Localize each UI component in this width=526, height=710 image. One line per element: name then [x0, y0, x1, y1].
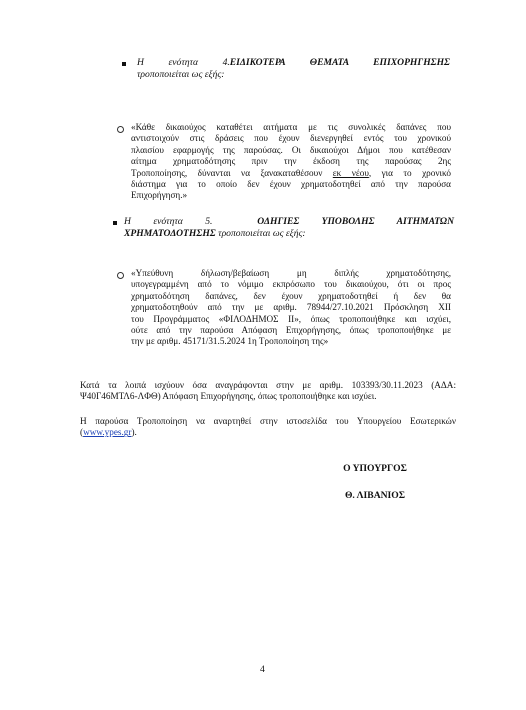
section-4-label: Η ενότητα 4. [137, 57, 230, 68]
section-5-label: Η ενότητα 5. [124, 216, 213, 227]
quote-1-line-1: «Κάθε δικαιούχος καταθέτει αιτήματα με τις συνολικές δαπάνες που [131, 122, 451, 132]
quote-1-line-5 [131, 168, 451, 179]
publish-line-1: Η παρούσα Τροποποίηση να αναρτηθεί στην ιστοσελίδα του Υπουργείου Εσωτερικών [80, 416, 456, 426]
section-5-modified [124, 228, 454, 240]
quote-2-line-4: χρηματοδοτηθούν από την με αριθμ. 78944/27.10.2021 Πρόσκληση XII [131, 302, 451, 313]
quote-2-line-3: χρηματοδότηση δαπάνες, δεν έχουν χρηματοδοτηθεί ή δεν θα [131, 290, 451, 301]
section-5-heading [124, 216, 454, 239]
underlined-text: εκ νέου [332, 167, 369, 178]
quote-2-line-1: «Υπεύθυνη δήλωση/βεβαίωση μη διπλής χρηματοδότησης, [131, 268, 451, 278]
circle-bullet-icon [117, 126, 124, 133]
quote-2-line-7: την με αριθμ. 45171/31.5.2024 1η Τροποποίηση της» [131, 336, 329, 347]
bullet-square-icon [113, 221, 117, 225]
signature-title: Ο ΥΠΟΥΡΓΟΣ [343, 463, 407, 474]
page-number: 4 [260, 664, 265, 675]
quote-1-line-2: αντιστοιχούν στις δράσεις που έχουν διενεργηθεί εντός του χρονικού [131, 133, 451, 144]
closing-line-2: Ψ40Γ46ΜΤΛ6-ΛΦΘ) Απόφαση Επιχορήγησης, όπως τροποποιήθηκε και ισχύει. [80, 391, 377, 402]
signature-name: Θ. ΛΙΒΑΝΙΟΣ [344, 490, 406, 501]
circle-bullet-icon [117, 272, 124, 279]
quote-1-line-7: Επιχορήγηση.» [131, 190, 188, 201]
quote-2-line-6: ούτε από την παρούσα Απόφαση Επιχορήγησης, όπως τροποποιήθηκε με [131, 325, 451, 336]
quote-1-line-6: διάστημα για το οποίο δεν έχουν χρηματοδοτηθεί από την παρούσα [131, 179, 451, 190]
quote-2-line-2: υπογεγραμμένη από το νόμιμο εκπρόσωπο του δικαιούχου, ότι οι προς [131, 279, 451, 290]
section-5-title: ΟΔΗΓΙΕΣ ΥΠΟΒΟΛΗΣ ΑΙΤΗΜΑΤΩΝ [257, 216, 454, 227]
closing-paragraph [80, 380, 456, 403]
quote-1-line-3: πλαισίου εφαρμογής της παρούσας. Οι δικαιούχοι Δήμοι που κατέθεσαν [131, 144, 451, 155]
closing-line-1: Κατά τα λοιπά ισχύουν όσα αναγράφονται στην με αριθμ. 103393/30.11.2023 (ΑΔΑ: [80, 380, 456, 390]
quote-2-line-5: του Προγράμματος «ΦΙΛΟΔΗΜΟΣ ΙΙ», όπως τροποποιήθηκε και ισχύει, [131, 313, 451, 324]
bullet-square-icon [122, 62, 126, 66]
section-4-title: ΕΙΔΙΚΟΤΕΡΑ ΘΕΜΑΤΑ ΕΠΙΧΟΡΗΓΗΣΗΣ [229, 57, 450, 68]
section-4-quote [131, 122, 451, 202]
section-5-title-cont: ΧΡΗΜΑΤΟΔΟΤΗΣΗΣ [124, 227, 216, 239]
section-5-modified-text: τροποποιείται ως εξής: [215, 227, 306, 239]
quote-1-line-5-a: Τροποποίησης, δύνανται να ξανακαταθέσουν [131, 167, 333, 178]
publish-line-2: (www.ypes.gr). [80, 427, 137, 438]
section-5-quote [131, 268, 451, 348]
quote-1-line-5-b: , για το χρονικό [368, 167, 451, 178]
ypes-link[interactable]: www.ypes.gr [83, 427, 132, 438]
section-4-heading [137, 57, 450, 80]
publish-paragraph [80, 416, 456, 439]
quote-1-line-4: αίτημα χρηματοδότησης πριν την έκδοση της παρούσας 2ης [131, 156, 451, 167]
section-4-modified: τροποποιείται ως εξής: [137, 68, 225, 80]
